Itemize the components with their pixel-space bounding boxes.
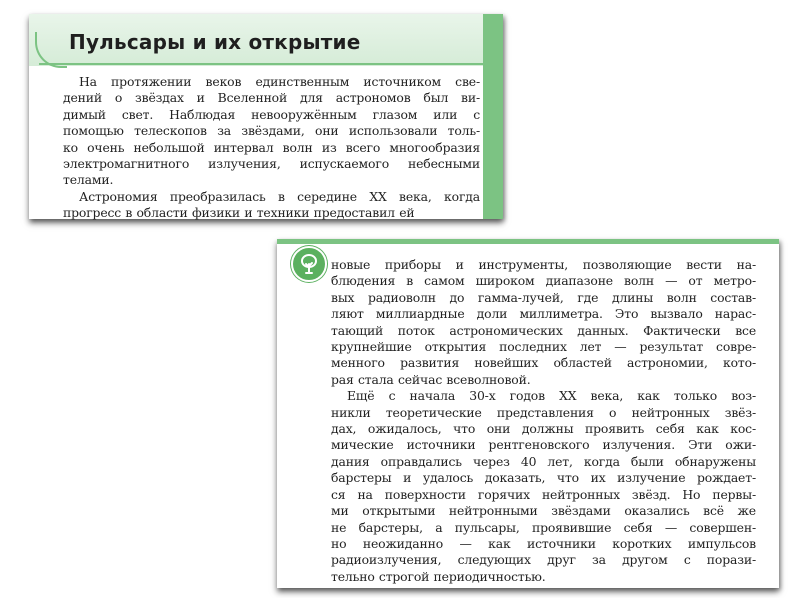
text-line: димый свет. Наблюдая невооружённым глазом или с xyxy=(63,106,480,122)
paragraph xyxy=(63,189,480,222)
text-line: мические источники рентгеновского излучения. Эти ожи- xyxy=(331,437,756,453)
text-line: вых радиоволн до гамма-лучей, где длины волн состав- xyxy=(331,289,756,305)
text-line: тающий поток астрономических данных. Фактически все xyxy=(331,322,756,338)
text-line: новые приборы и инструменты, позволяющие вести на- xyxy=(331,257,756,272)
textbook-card-bottom xyxy=(277,239,779,588)
text-line: но неожиданно — как источники коротких импульсов xyxy=(331,535,756,551)
paragraph xyxy=(331,388,756,585)
paragraph xyxy=(331,257,756,388)
text-line: электромагнитного излучения, испускаемого небесными xyxy=(63,156,480,172)
text-line: рая стала сейчас всеволновой. xyxy=(331,371,531,387)
text-line: дах, ожидалось, что они должны проявить себя как кос- xyxy=(331,421,756,437)
text-line: На протяжении веков единственным источником све- xyxy=(79,74,480,89)
text-line: крупнейшие открытия последних лет — результат совре- xyxy=(331,339,756,355)
page-title: Пульсары и их открытие xyxy=(69,30,361,54)
text-line: никли теоретические представления о нейтронных звёз- xyxy=(331,404,756,420)
text-line: Астрономия преобразилась в середине XX века, когда xyxy=(79,188,480,204)
top-accent-bar xyxy=(277,239,779,244)
section1-text xyxy=(63,74,480,222)
text-line: дания оправдались через 40 лет, когда были обнаружены xyxy=(331,453,756,469)
text-line: помощью телескопов за звёздами, они использовали толь- xyxy=(63,123,480,139)
tree-icon xyxy=(291,246,327,282)
text-line: ми открытыми нейтронными звёздами оказались всё же xyxy=(331,503,756,519)
text-line: дений о звёздах и Вселенной для астрономов был ви- xyxy=(63,90,480,106)
section2-text xyxy=(331,257,756,585)
text-line: прогресс в области физики и техники предоставил ей xyxy=(63,205,415,221)
text-line: ся на поверхности горячих нейтронных звёзд. Но первы- xyxy=(331,486,756,502)
text-line: менного развития новейших областей астрономии, кото- xyxy=(331,355,756,371)
side-accent-bar xyxy=(483,14,503,219)
text-line: телами. xyxy=(63,172,114,188)
text-line: радиоизлучения, следующих друг за другом с порази- xyxy=(331,552,756,568)
text-line: тельно строгой периодичностью. xyxy=(331,568,546,584)
textbook-card-top xyxy=(29,14,503,219)
paragraph xyxy=(63,74,480,189)
text-line: Ещё с начала 30-х годов XX века, как только воз- xyxy=(347,388,756,404)
text-line: ляют миллиардные доли миллиметра. Это вызвало нарас- xyxy=(331,306,756,322)
title-underline xyxy=(39,63,483,65)
text-line: блюдения в самом широком диапазоне волн — от метро- xyxy=(331,273,756,289)
text-line: ко очень небольшой интервал волн из всего многообразия xyxy=(63,139,480,155)
text-line: барстеры и удалось доказать, что их излучение рождает- xyxy=(331,470,756,486)
text-line: не барстеры, а пульсары, проявившие себя — совершен- xyxy=(331,519,756,535)
